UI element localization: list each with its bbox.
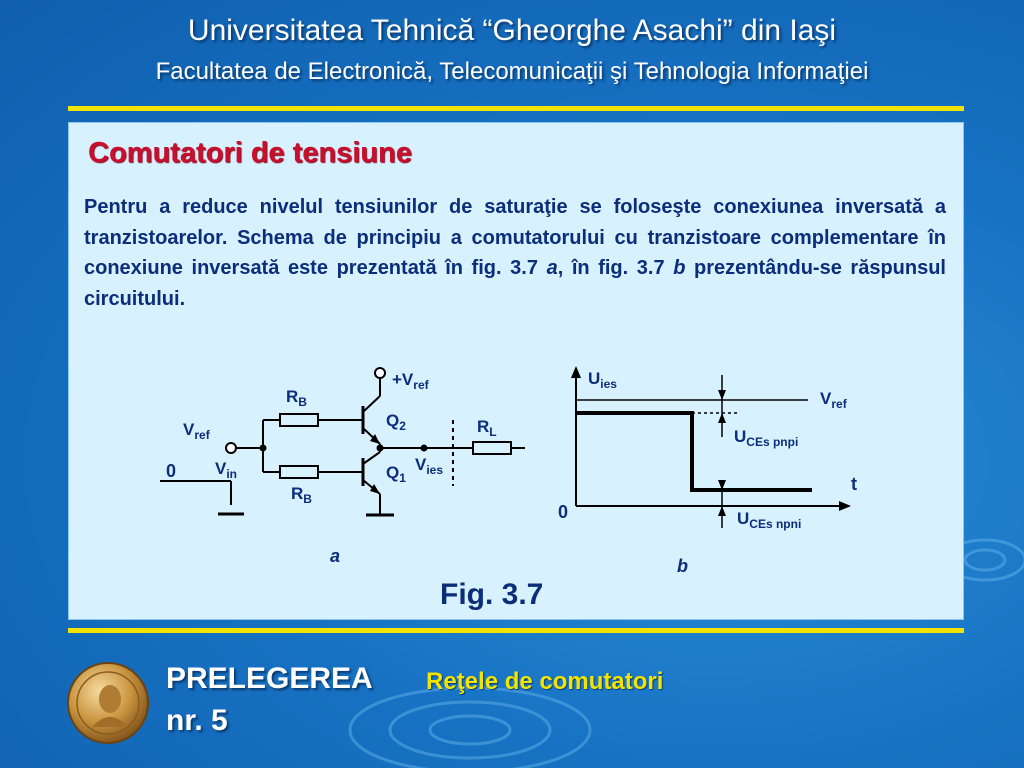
- rb-top-label: $R_B$: [286, 387, 307, 409]
- university-name: Universitatea Tehnică “Gheorghe Asachi” din Iaşi: [187, 14, 837, 47]
- top-divider: [68, 106, 964, 111]
- q2-label: $Q_2$: [386, 411, 406, 433]
- uces-npn-label: $U_{CEs npni}$: [737, 509, 802, 531]
- figure-caption: Fig. 3.7: [440, 578, 544, 611]
- university-medallion-logo: [66, 661, 150, 745]
- vies-label: $V_{ies}$: [415, 455, 444, 477]
- origin-label: 0: [558, 502, 569, 522]
- vref-level-label: $V_{ref}$: [820, 389, 847, 411]
- uies-axis-label: $U_{ies}$: [588, 369, 617, 391]
- uces-pnp-label: $U_{CEs pnpi}$: [734, 427, 799, 449]
- vref-input-label: $V_{ref}$: [183, 420, 210, 442]
- lecture-number: nr. 5: [166, 704, 228, 737]
- plus-vref-label: $+V_{ref}$: [392, 370, 429, 392]
- lecture-label: PRELEGEREA: [166, 662, 373, 695]
- q1-label: $Q_1$: [386, 463, 406, 485]
- body-paragraph: Pentru a reduce nivelul tensiunilor de saturaţie se foloseşte conexiunea inversată a tranzistoarelor. Schema de principiu a comutatorului cu tranzistoare complementare în conexiune inversată este prezentată în fig. 3.7 a, în fig. 3.7 b prezentându-se răspunsul circuitului.: [84, 196, 946, 310]
- rb-bottom-label: $R_B$: [291, 484, 312, 506]
- zero-input-label: 0: [166, 461, 177, 481]
- bottom-divider: [68, 628, 964, 633]
- slide-title: Comutatori de tensiune: [88, 137, 412, 169]
- t-axis-label: t: [851, 474, 857, 494]
- subfigure-b-label: b: [677, 556, 688, 576]
- rl-label: $R_L$: [477, 417, 497, 439]
- lecture-topic: Reţele de comutatori: [426, 668, 664, 695]
- faculty-name: Facultatea de Electronică, Telecomunicaţii şi Tehnologia Informaţiei: [155, 58, 869, 85]
- subfigure-a-label: a: [330, 546, 341, 566]
- vin-label: $V_{in}$: [215, 459, 238, 481]
